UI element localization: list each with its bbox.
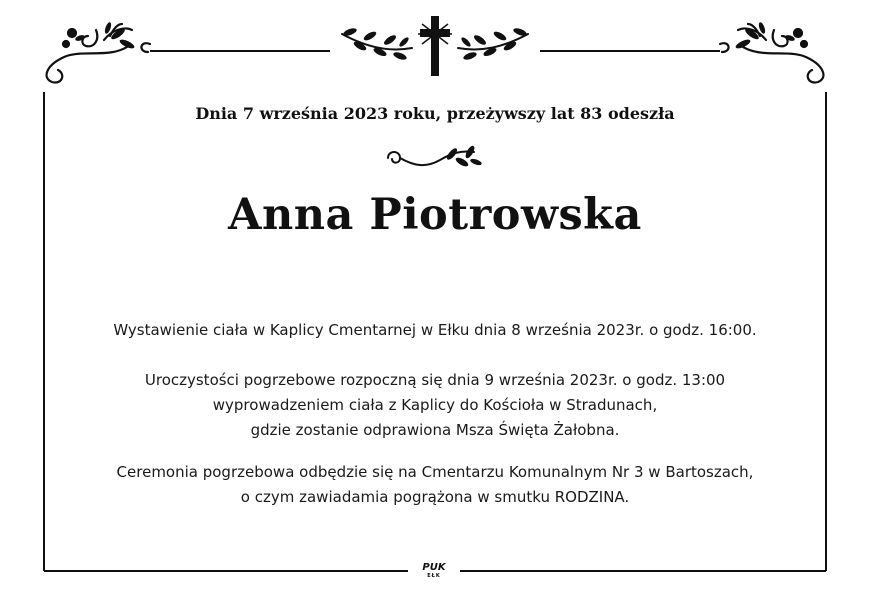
cross-with-laurel-icon: [342, 16, 528, 76]
viewing-paragraph: [44, 318, 826, 343]
paragraph-line: Uroczystości pogrzebowe rozpoczną się dnia 9 września 2023r. o godz. 13:00: [144, 371, 726, 389]
laurel-leaves-left: [342, 27, 410, 61]
paragraph-line: Ceremonia pogrzebowa odbędzie się na Cmentarzu Komunalnym Nr 3 w Bartoszach,: [116, 463, 754, 481]
leaf-swirl-divider-icon: [384, 142, 484, 174]
obituary-notice: [44, 90, 826, 570]
floral-flourish-icon-right: [720, 24, 823, 83]
burial-paragraph: [44, 460, 826, 510]
company-logo: [412, 562, 456, 582]
logo-sub-text: EŁK: [427, 573, 441, 579]
deceased-name: Anna Piotrowska: [228, 190, 642, 240]
cross-horizontal: [420, 29, 450, 37]
paragraph-line: Wystawienie ciała w Kaplicy Cmentarnej w Ełku dnia 8 września 2023r. o godz. 16:00.: [113, 321, 757, 339]
laurel-leaves-right: [460, 27, 528, 61]
floral-flourish-icon-left: [47, 24, 150, 83]
cross-vertical: [431, 16, 439, 76]
paragraph-line: wyprowadzeniem ciała z Kaplicy do Kościoła w Stradunach,: [212, 396, 658, 414]
funeral-mass-paragraph: [44, 368, 826, 443]
death-announcement: Dnia 7 września 2023 roku, przeżywszy lat 83 odeszła: [195, 104, 675, 123]
paragraph-line: o czym zawiadamia pogrążona w smutku RODZINA.: [240, 488, 630, 506]
logo-main-text: PUK: [422, 562, 446, 573]
paragraph-line: gdzie zostanie odprawiona Msza Święta Żałobna.: [250, 421, 620, 439]
